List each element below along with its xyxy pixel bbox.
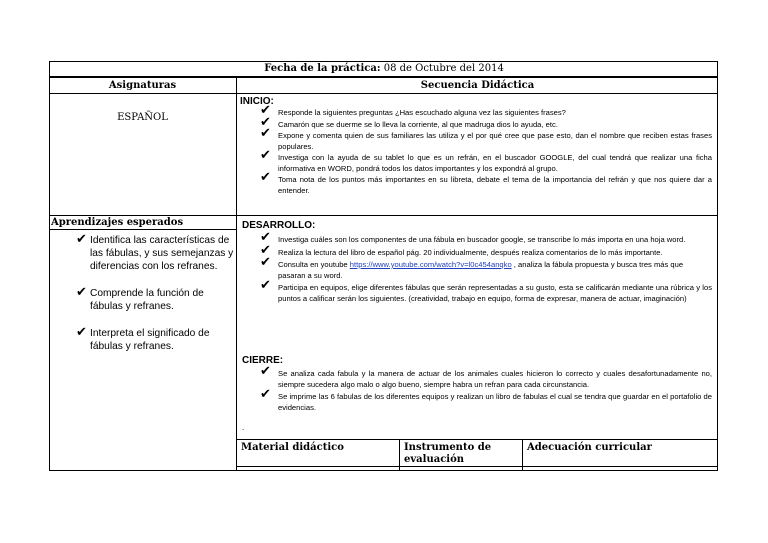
- aprendizaje-item: [76, 287, 236, 313]
- cierre-text: Se imprime las 6 fabulas de los diferentes equipos y realizan un libro de fabulas el cual se tendra que guardar en el portafolio de evidencias.: [278, 392, 712, 412]
- check-icon: ✔: [260, 278, 271, 293]
- column-divider: [236, 94, 237, 439]
- inicio-list: [260, 103, 712, 196]
- aprendizaje-item: [76, 327, 236, 353]
- desarrollo-text-post: , analiza la fábula propuesta y busca tres más que pasaran a su word.: [278, 260, 684, 280]
- aprendizaje-text: Identifica las características de las fábulas, y sus semejanzas y diferencias con los refranes.: [90, 235, 234, 272]
- desarrollo-text: Investiga cuáles son los componentes de una fábula en buscador google, se transcribe lo más importa en una hoja word.: [278, 235, 686, 244]
- row-divider: [49, 215, 718, 216]
- desarrollo-text-pre: Consulta en youtube: [278, 260, 350, 269]
- check-icon: ✔: [260, 170, 271, 185]
- check-icon: ✔: [260, 114, 271, 130]
- desarrollo-text: Realiza la lectura del libro de español pág. 20 individualmente, después realiza comentarios de lo más importante.: [278, 247, 663, 257]
- cierre-item: [260, 364, 712, 390]
- aprendizaje-text: Comprende la función de fábulas y refranes.: [90, 288, 204, 312]
- youtube-link[interactable]: https://www.youtube.com/watch?v=l0c454anqko: [349, 260, 512, 269]
- check-icon: ✔: [260, 242, 271, 258]
- col-asignaturas: Asignaturas: [108, 80, 177, 91]
- inicio-text: Expone y comenta quien de sus familiares las utiliza y el por qué cree que pase esto, dan el nombre que reciben estas frases populares.: [278, 131, 712, 151]
- check-icon: ✔: [260, 126, 271, 141]
- fecha-text: [0, 63, 768, 74]
- check-icon: ✔: [76, 325, 87, 340]
- desarrollo-item: [260, 242, 712, 259]
- desarrollo-text: Participa en equipos, elige diferentes fábulas que serán representadas a su gusto, esta se calificarán mediante una rúbrica y los puntos a calificar serán los siguientes. (creatividad, trabajo en equipo, forma de expresar, manera de actuar, imaginación): [278, 283, 712, 303]
- inicio-text: Toma nota de los puntos más importantes en su libreta, debate el tema de la importancia del refrán y que nos quiere dar a entender.: [278, 175, 712, 195]
- desarrollo-list: [260, 230, 712, 304]
- footer-instrumento: Instrumento de evaluación: [404, 442, 492, 465]
- check-icon: ✔: [260, 230, 271, 245]
- desarrollo-title: DESARROLLO:: [242, 220, 316, 231]
- cierre-text: Se analiza cada fabula y la manera de actuar de los animales cuales hicieron lo correcto y cuales desafortunadamente no, siempre sucedera algo malo o algo bueno, siempre habra un refran para cada circunstancia.: [278, 369, 712, 389]
- aprendizaje-item: [76, 234, 236, 273]
- cierre-title: CIERRE:: [242, 355, 284, 366]
- check-icon: ✔: [260, 255, 271, 270]
- aprendizajes-title: Aprendizajes esperados: [51, 217, 184, 228]
- asignatura-value: ESPAÑOL: [117, 112, 168, 123]
- col-secuencia: Secuencia Didáctica: [420, 80, 535, 91]
- desarrollo-item: [260, 230, 712, 246]
- inicio-item: [260, 103, 712, 119]
- inicio-item: [260, 148, 712, 174]
- check-icon: ✔: [260, 148, 271, 163]
- cierre-item: [260, 387, 712, 413]
- footer-top-border: [236, 439, 718, 440]
- cierre-trailing: .: [242, 423, 245, 432]
- fecha-value: 08 de Octubre del 2014: [383, 63, 504, 74]
- inicio-item: [260, 170, 712, 196]
- footer-material: Material didáctico: [241, 442, 344, 453]
- inicio-item: [260, 114, 712, 131]
- inicio-item: [260, 126, 712, 152]
- fecha-label: Fecha de la práctica:: [264, 63, 381, 74]
- check-icon: ✔: [76, 232, 87, 247]
- inicio-text: Camarón que se duerme se lo lleva la corriente, al que madruga dios lo ayuda, etc.: [278, 119, 558, 129]
- check-icon: ✔: [260, 103, 271, 118]
- desarrollo-item: [260, 255, 712, 281]
- footer-bottom-inner: [236, 466, 718, 467]
- check-icon: ✔: [260, 364, 271, 379]
- inicio-text: Responde la siguientes preguntas ¿Has escuchado alguna vez las siguientes frases?: [278, 108, 566, 117]
- inicio-text: Investiga con la ayuda de su tablet lo que es un refrán, en el buscador GOOGLE, del cual tendrá que realizar una ficha informativa en WORD, pondrá todos los datos importantes y los expondrá al grupo.: [278, 153, 712, 173]
- aprendizaje-text: Interpreta el significado de fábulas y refranes.: [90, 328, 210, 352]
- check-icon: ✔: [260, 387, 271, 402]
- inicio-title: INICIO:: [240, 96, 274, 107]
- aprendizajes-list: [76, 234, 236, 353]
- desarrollo-item: [260, 278, 712, 304]
- footer-adecuacion: Adecuación curricular: [527, 442, 652, 453]
- cierre-list: [260, 364, 712, 413]
- check-icon: ✔: [76, 285, 87, 300]
